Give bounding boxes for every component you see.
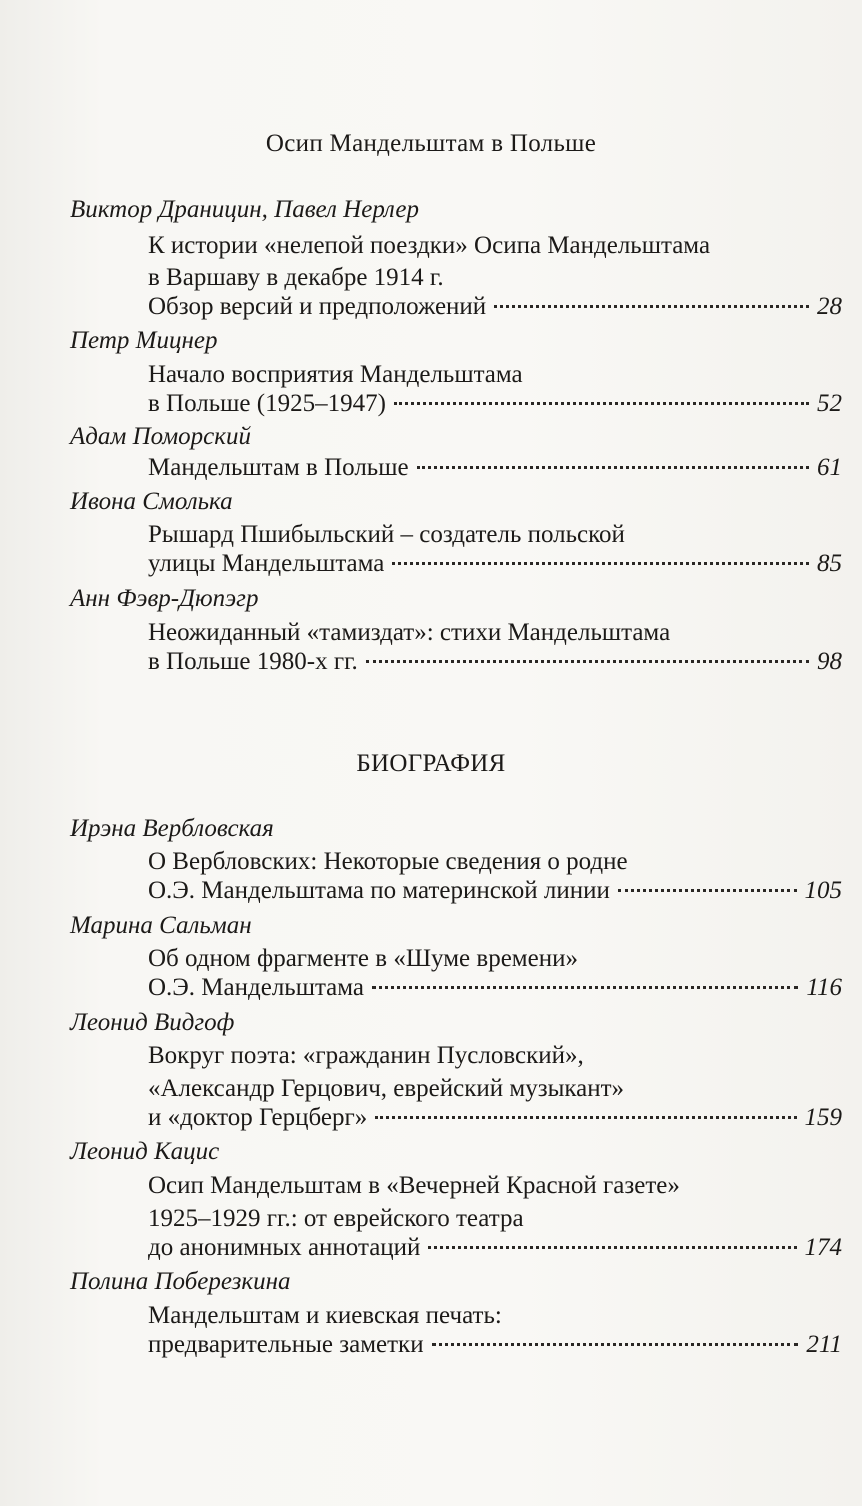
page-number: 61 — [817, 454, 842, 481]
dot-leader — [428, 1246, 796, 1249]
entry-title-line: в Польше 1980-х гг. — [148, 648, 358, 675]
page-number: 52 — [817, 390, 842, 417]
toc-entry-row[interactable] — [148, 877, 842, 911]
dot-leader — [375, 1116, 796, 1119]
page-number: 174 — [804, 1234, 842, 1261]
entry-title-line: Осип Мандельштам в «Вечерней Красной газете» — [148, 1172, 680, 1199]
entry-title-line: О.Э. Мандельштама по материнской линии — [148, 877, 610, 904]
entry-author: Леонид Кацис — [70, 1138, 220, 1165]
dot-leader — [394, 402, 809, 405]
dot-leader — [366, 660, 809, 663]
entry-author: Адам Поморский — [70, 423, 251, 450]
entry-title-line: «Александр Герцович, еврейский музыкант» — [148, 1075, 625, 1102]
page-number: 159 — [804, 1104, 842, 1131]
page-number: 211 — [806, 1331, 842, 1358]
toc-entry-row[interactable] — [148, 293, 842, 327]
entry-author: Виктор Драницин, Павел Нерлер — [70, 196, 419, 223]
toc-entry-row[interactable] — [148, 454, 842, 488]
dot-leader — [618, 889, 797, 892]
entry-title-line: Рышард Пшибыльский – создатель польской — [148, 521, 625, 548]
entry-author: Петр Мицнер — [70, 327, 218, 354]
entry-title-line: улицы Мандельштама — [148, 550, 385, 577]
entry-title-line: предварительные заметки — [148, 1331, 424, 1358]
entry-title-line: 1925–1929 гг.: от еврейского театра — [148, 1205, 524, 1232]
toc-entry-row[interactable] — [148, 974, 842, 1008]
entry-author: Леонид Видгоф — [70, 1009, 235, 1036]
page-number: 105 — [804, 877, 842, 904]
entry-title-line: Мандельштам в Польше — [148, 454, 409, 481]
toc-entry-row[interactable] — [148, 1331, 842, 1365]
toc-entry-row[interactable] — [148, 1104, 842, 1138]
dot-leader — [494, 305, 809, 308]
toc-entry-row[interactable] — [148, 390, 842, 424]
section-title: БИОГРАФИЯ — [356, 750, 506, 777]
toc-entry-row[interactable] — [148, 1234, 842, 1268]
entry-title-line: К истории «нелепой поездки» Осипа Мандельштама — [148, 232, 711, 259]
entry-title-line: до анонимных аннотаций — [148, 1234, 421, 1261]
entry-author: Ивона Смолька — [70, 488, 233, 515]
toc-entry-row[interactable] — [148, 550, 842, 584]
entry-title-line: О.Э. Мандельштама — [148, 974, 365, 1001]
entry-title-line: и «доктор Герцберг» — [148, 1104, 368, 1131]
entry-title-line: в Варшаву в декабре 1914 г. — [148, 264, 444, 291]
dot-leader — [392, 562, 809, 565]
entry-author: Марина Сальман — [70, 912, 252, 939]
entry-title-line: Об одном фрагменте в «Шуме времени» — [148, 945, 578, 972]
section-title: Осип Мандельштам в Польше — [265, 130, 597, 157]
dot-leader — [432, 1343, 799, 1346]
entry-title-line: в Польше (1925–1947) — [148, 390, 386, 417]
entry-title-line: Обзор версий и предположений — [148, 293, 487, 320]
entry-title-line: Вокруг поэта: «гражданин Пусловский», — [148, 1042, 584, 1069]
entry-author: Анн Фэвр-Дюпэгр — [70, 585, 259, 612]
dot-leader — [417, 466, 809, 469]
entry-title-line: Мандельштам и киевская печать: — [148, 1302, 502, 1329]
dot-leader — [372, 986, 798, 989]
page-number: 116 — [806, 974, 842, 1001]
entry-author: Ирэна Вербловская — [70, 815, 274, 842]
entry-title-line: Неожиданный «тамиздат»: стихи Мандельштама — [148, 619, 671, 646]
entry-title-line: О Вербловских: Некоторые сведения о родне — [148, 848, 628, 875]
toc-entry-row[interactable] — [148, 648, 842, 682]
page-number: 98 — [817, 648, 842, 675]
page-number: 85 — [817, 550, 842, 577]
entry-title-line: Начало восприятия Мандельштама — [148, 361, 523, 388]
page-number: 28 — [817, 293, 842, 320]
entry-author: Полина Поберезкина — [70, 1268, 291, 1295]
